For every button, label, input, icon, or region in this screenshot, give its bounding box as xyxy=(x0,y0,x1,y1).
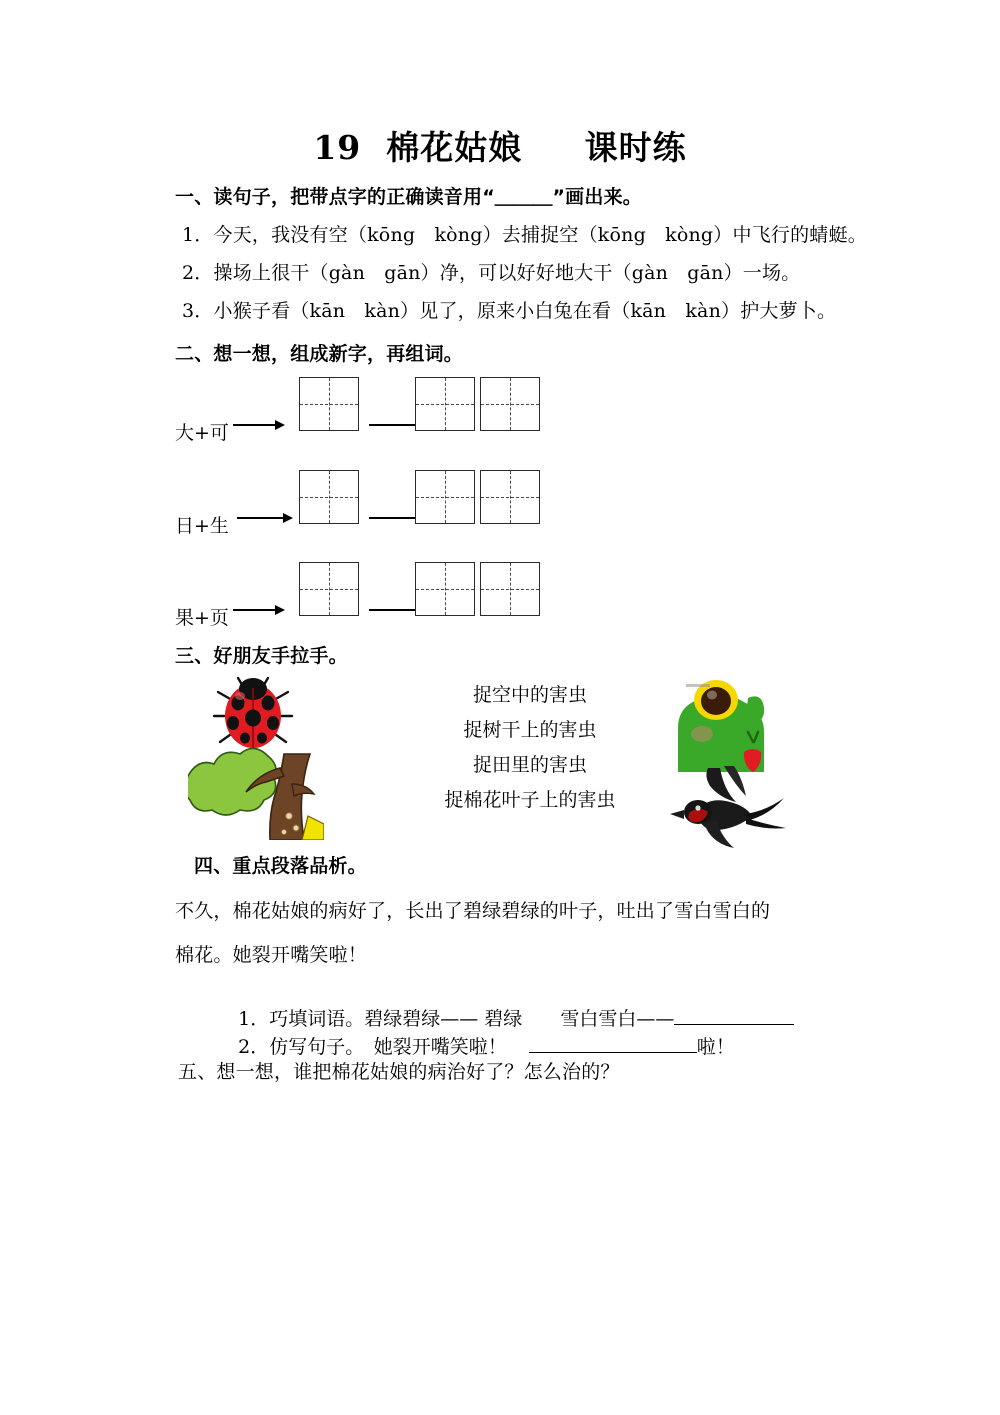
phrase-item-2[interactable]: 捉树干上的害虫 xyxy=(463,719,597,741)
section-1-item-2: 2．操场上很干（gàn gān）净，可以好好地大干（gàn gān）一场。 xyxy=(182,262,801,284)
char-build-row-1 xyxy=(175,376,595,454)
tianzige-box-word-1b[interactable] xyxy=(480,377,540,431)
section-2-heading: 二、想一想，组成新字，再组词。 xyxy=(175,343,464,365)
section-1-item-3: 3．小猴子看（kān kàn）见了，原来小白兔在看（kān kàn）护大萝卜。 xyxy=(182,300,837,322)
tianzige-box-result-1[interactable] xyxy=(299,377,359,431)
char-build-row-3 xyxy=(175,561,595,639)
page-title: 19 棉花姑娘 课时练 xyxy=(313,128,687,167)
section-1-heading: 一、读句子，把带点字的正确读音用“＿＿＿”画出来。 xyxy=(175,186,642,208)
question-2-suffix: 啦！ xyxy=(696,1036,735,1058)
tianzige-box-result-3[interactable] xyxy=(299,562,359,616)
question-1-mid: 雪白雪白—— xyxy=(560,1008,675,1030)
section-4-heading: 四、重点段落品析。 xyxy=(194,855,367,877)
phrase-list xyxy=(400,678,660,818)
section-4-paragraph-line-2: 棉花。她裂开嘴笑啦！ xyxy=(175,944,368,966)
question-1-prefix: 1．巧填词语。碧绿碧绿—— 碧绿 xyxy=(238,1008,523,1030)
frog-head-image xyxy=(668,676,778,772)
char-build-row-2 xyxy=(175,469,595,547)
tianzige-box-word-2a[interactable] xyxy=(415,470,475,524)
tianzige-box-word-1a[interactable] xyxy=(415,377,475,431)
tianzige-box-word-2b[interactable] xyxy=(480,470,540,524)
ladybug-on-tree-image xyxy=(188,676,324,840)
tianzige-box-word-3a[interactable] xyxy=(415,562,475,616)
phrase-item-3[interactable]: 捉田里的害虫 xyxy=(472,754,587,776)
arrow-right-icon xyxy=(237,513,293,523)
section-4-paragraph-line-1: 不久，棉花姑娘的病好了，长出了碧绿碧绿的叶子，吐出了雪白雪白的 xyxy=(175,900,771,922)
phrase-item-4[interactable]: 捉棉花叶子上的害虫 xyxy=(444,789,616,811)
tianzige-box-word-3b[interactable] xyxy=(480,562,540,616)
tianzige-box-result-2[interactable] xyxy=(299,470,359,524)
char-build-label-1: 大+可 xyxy=(175,422,229,444)
arrow-right-icon xyxy=(233,605,285,615)
section-1-item-1: 1．今天，我没有空（kōng kòng）去捕捉空（kōng kòng）中飞行的蜻蜓。 xyxy=(182,224,867,246)
arrow-right-icon xyxy=(233,420,285,430)
question-2-prefix: 2．仿写句子。 她裂开嘴笑啦！ xyxy=(238,1036,507,1058)
question-2-answer-blank[interactable] xyxy=(529,1052,697,1053)
swallow-bird-image xyxy=(668,762,790,850)
section-3-heading: 三、好朋友手拉手。 xyxy=(175,645,348,667)
phrase-item-1[interactable]: 捉空中的害虫 xyxy=(472,684,587,706)
char-build-label-3: 果+页 xyxy=(175,607,229,629)
section-5-heading: 五、想一想，谁把棉花姑娘的病治好了？怎么治的？ xyxy=(178,1061,620,1083)
char-build-label-2: 日+生 xyxy=(175,515,229,537)
